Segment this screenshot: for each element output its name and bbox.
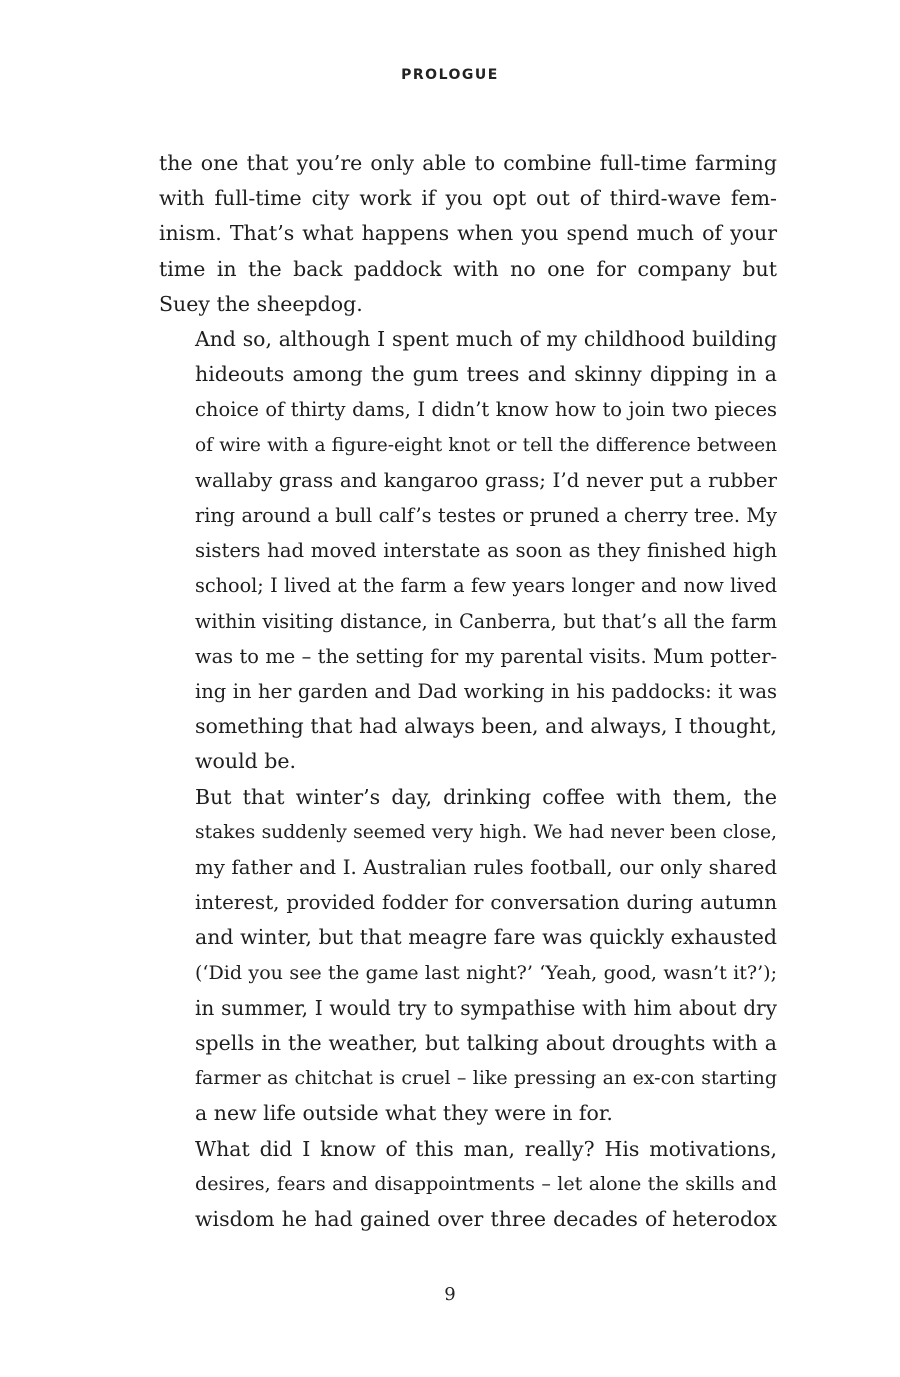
text-line: Suey the sheepdog. (159, 291, 363, 316)
text-line: choice of thirty dams, I didn’t know how to join two pieces (195, 398, 777, 422)
page-number: 9 (444, 1284, 456, 1305)
text-line: with full-time city work if you opt out of third-wave fem- (159, 186, 777, 211)
text-line: interest, provided fodder for conversation during autumn (195, 891, 777, 915)
text-line: the one that you’re only able to combine full-time farming (159, 151, 777, 175)
text-line: stakes suddenly seemed very high. We had never been close, (195, 821, 777, 843)
text-line: would be. (195, 749, 297, 774)
text-line: spells in the weather, but talking about droughts with a (195, 1031, 777, 1056)
text-line: was to me – the setting for my parental visits. Mum potter- (195, 644, 777, 668)
text-line: hideouts among the gum trees and skinny dipping in a (195, 362, 777, 387)
paragraph (159, 1132, 777, 1238)
text-line: desires, fears and disappointments – let alone the skills and (195, 1172, 777, 1195)
text-line: (‘Did you see the game last night?’ ‘Yeah, good, wasn’t it?’); (195, 961, 777, 984)
text-line: my father and I. Australian rules football, our only shared (195, 856, 777, 880)
body-text (159, 146, 777, 1237)
paragraph (159, 322, 777, 780)
running-head: PROLOGUE (401, 67, 499, 83)
text-line: ring around a bull calf’s testes or pruned a cherry tree. My (195, 504, 777, 528)
text-line: time in the back paddock with no one for company but (159, 256, 777, 281)
text-line: something that had always been, and always, I thought, (195, 714, 777, 739)
text-line: ing in her garden and Dad working in his paddocks: it was (195, 680, 777, 704)
text-line: farmer as chitchat is cruel – like pressing an ex-con starting (195, 1067, 777, 1090)
text-line: What did I know of this man, really? His motivations, (195, 1136, 777, 1161)
text-line: of wire with a figure-eight knot or tell the difference between (195, 434, 777, 456)
text-line: within visiting distance, in Canberra, but that’s all the farm (195, 609, 777, 633)
text-line: a new life outside what they were in for. (195, 1101, 613, 1126)
text-line: wisdom he had gained over three decades of heterodox (195, 1207, 777, 1232)
text-line: But that winter’s day, drinking coffee with them, the (195, 784, 777, 809)
paragraph (159, 780, 777, 1132)
text-line: and winter, but that meagre fare was quickly exhausted (195, 925, 777, 950)
text-line: wallaby grass and kangaroo grass; I’d never put a rubber (195, 468, 777, 492)
paragraph (159, 146, 777, 322)
text-line: in summer, I would try to sympathise with him about dry (195, 995, 777, 1020)
text-line: inism. That’s what happens when you spend much of your (159, 221, 777, 246)
text-line: school; I lived at the farm a few years longer and now lived (195, 574, 777, 598)
text-line: And so, although I spent much of my childhood building (195, 327, 777, 352)
text-line: sisters had moved interstate as soon as they finished high (195, 539, 777, 563)
